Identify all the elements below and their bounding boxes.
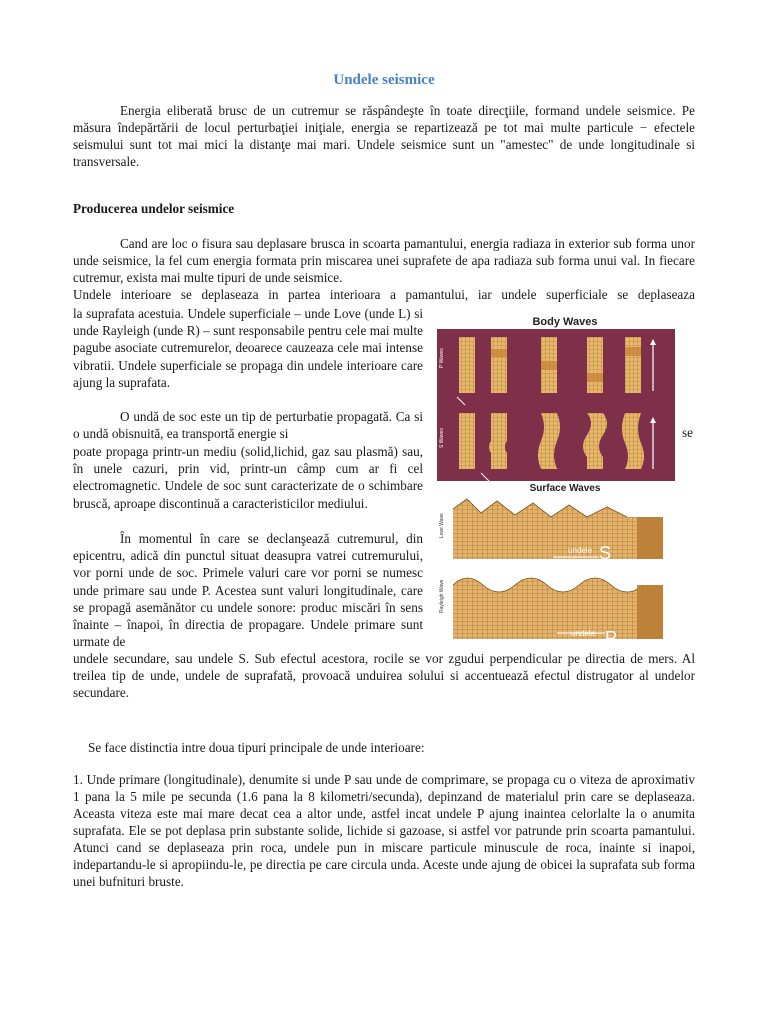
paragraph-fisura: Cand are loc o fisura sau deplasare brusca in scoarta pamantului, energia radiaza in exterior sub forma unor unde seismice, la fel cum energia formata prin miscarea unei suprafete de apa radiaza sub forma unui val. In fiecare cutremur, exista mai multe tipuri de unde seismice. (73, 236, 695, 285)
paragraph-undele-secundare: undele secundare, sau undele S. Sub efectul acestora, rocile se vor zgudui perpendicular pe directia de mers. Al treilea tip de unde, undele de suprafată, provoacă unduirea solului si accentuează efectul distrugator al undelor secundare. (73, 651, 695, 700)
rayleigh-wave-undele-text: undele (571, 629, 596, 638)
love-wave-s-letter: S (599, 543, 612, 563)
paragraph-undele-interioare-line: Undele interioare se deplaseaza in partea interioara a pamantului, iar undele superficiale se deplaseaza (73, 287, 695, 302)
page-title: Undele seismice (333, 72, 435, 88)
paragraph-undele-superficiale: la suprafata acestuia. Undele superficiale – unde Love (unde L) si unde Rayleigh (unde R) – sunt responsabile pentru cele mai multe pagube asociate cutremurelor, deoarece cauzeaza cele mai intense vibratii. Undele superficiale se propaga din undele interioare care ajung la suprafata. (73, 306, 423, 390)
paragraph-distinctie: Se face distinctia intre doua tipuri principale de unde interioare: (88, 740, 425, 755)
paragraph-unda-de-soc-start: O undă de soc este un tip de perturbatie propagată. Ca si o undă obisnuită, ea transportă energie si (73, 409, 423, 442)
rayleigh-wave-label: Rayleigh Wave (439, 579, 445, 613)
love-wave-undele-text: undele (568, 546, 593, 555)
love-wave-label: Love Wave (439, 513, 445, 538)
section-heading: Producerea undelor seismice (73, 201, 235, 216)
s-waves-label: S Waves (439, 428, 445, 448)
paragraph-unde-primare: 1. Unde primare (longitudinale), denumite si unde P sau unde de comprimare, se propaga cu o viteza de aproximativ 1 pana la 5 mile pe secunda (1.6 pana la 8 kilometri/secunda), depinzand de materialul prin care se deplaseaza. Aceasta viteza este mai mare decat cea a altor unde, astfel incat undele P ajung inaintea celorlalte la o anumita suprafata. Ele se pot deplasa prin substante solide, lichide si gazoase, si astfel vor patrunde prin scoarta pamantului. Atunci cand se deplaseaza prin roca, undele pun in miscare particule minuscule de roca, inainte si inapoi, indepartandu-le si apropiindu-le, pe directia pe care circula unda. Aceste unde ajung de obicei la suprafata sub forma unei bufnituri bruste. (73, 772, 695, 889)
surface-waves-title: Surface Waves (529, 483, 601, 494)
paragraph-unda-de-soc-rest: poate propaga printr-un mediu (solid,lichid, gaz sau plasmă) sau, în unele cazuri, prin vid, printr-un câmp cum ar fi cel electromagnetic. Undele de soc sunt caracterizate de o schimbare bruscă, aproape discontinuă a caracteristicilor mediului. (73, 444, 423, 511)
intro-paragraph: Energia eliberată brusc de un cutremur se răspândeşte în toate direcţiile, formand undele seismice. Pe măsura îndepărtării de locul perturbaţiei iniţiale, energia se repartizează pe tot mai multe particule − efectele seismului sunt tot mai mici la distanţe mai mari. Undele seismice sunt un "amestec" de unde longitudinale si transversale. (73, 103, 695, 169)
paragraph-unda-de-soc-fragment: se (682, 425, 693, 440)
p-waves-label: P Waves (439, 348, 445, 368)
paragraph-declansare: În momentul în care se declanşează cutremurul, din epicentru, adică din punctul situat deasupra vatrei cutremurului, vor porni unde de soc. Primele valuri care vor porni se numesc unde primare sau unde P. Acestea sunt valuri longitudinale, care se propagă asemănător cu undele sonore: produc miscări în sens înainte – înapoi, în directia de propagare. Undele primare sunt urmate de (73, 531, 423, 650)
seismic-waves-figure (437, 313, 675, 645)
body-waves-title: Body Waves (532, 316, 598, 328)
rayleigh-wave-p-letter: P (605, 628, 618, 645)
